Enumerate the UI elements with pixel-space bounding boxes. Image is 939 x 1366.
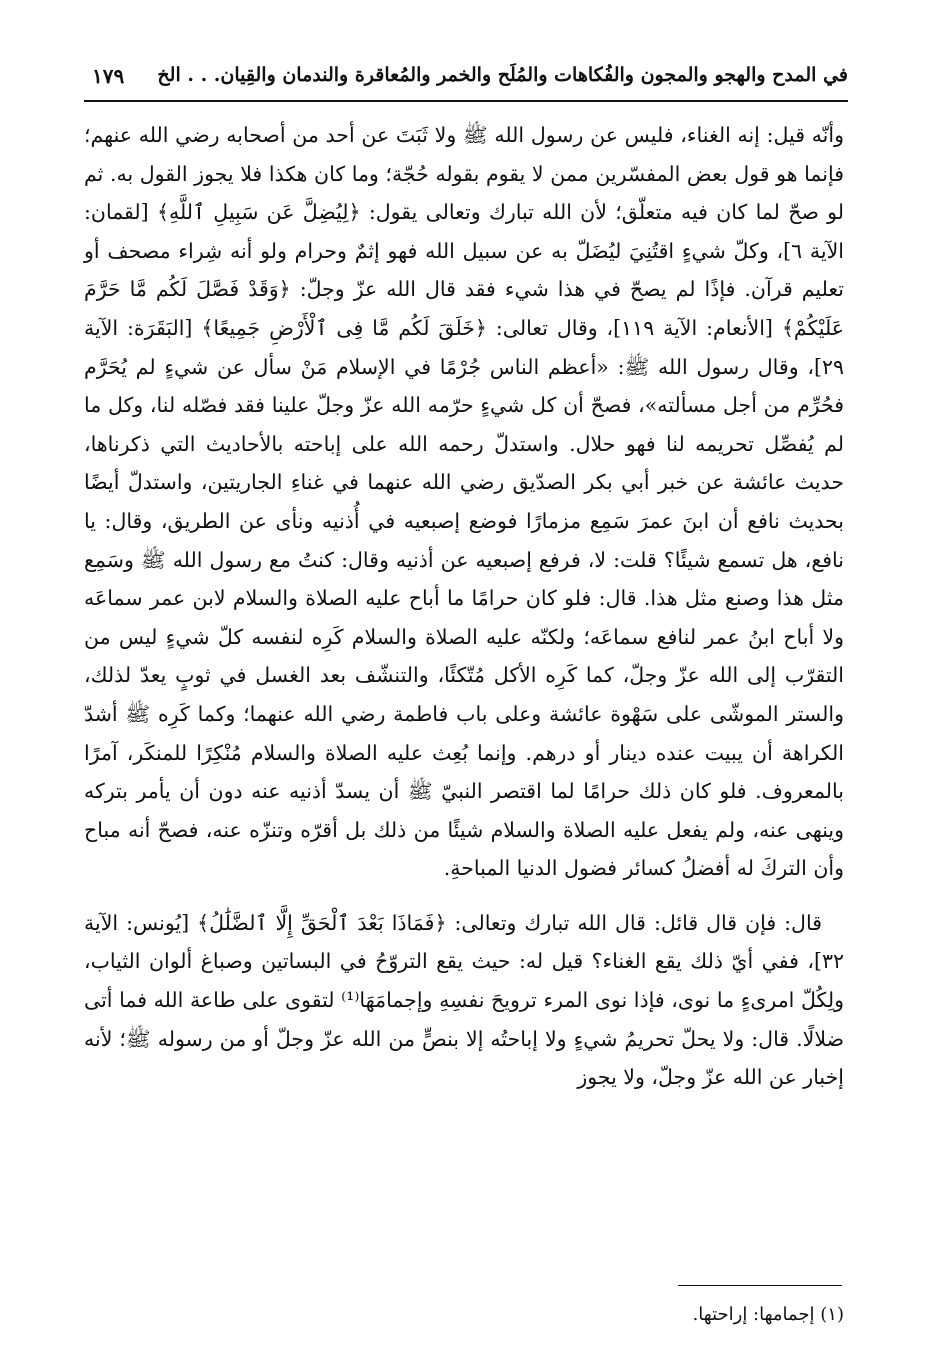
footnote-rule bbox=[678, 1285, 842, 1286]
header-rule bbox=[84, 100, 848, 102]
paragraph-1: وأنّه قيل: إنه الغناء، فليس عن رسول الله ﷺ ولا ثَبَتَ عن أحد من أصحابه رضي الله عنهم؛ فإنما هو قول بعض المفسّرين ممن لا يقوم بقوله حُجّة؛ وما كان هكذا فلا يجوز القول به. ثم لو صحّ لما كان فيه متعلّق؛ لأن الله تبارك وتعالى يقول: ﴿لِيُضِلَّ عَن سَبِيلِ ٱللَّهِ﴾ [لقمان: الآية ٦]، وكلّ شيءٍ اقتُنِيَ ليُضَلّ به عن سبيل الله فهو إثمٌ وحرام ولو أنه شِراء مصحف أو تعليم قرآن. فإذًا لم يصحّ في هذا شيء فقد قال الله عزّ وجلّ: ﴿وَقَدْ فَصَّلَ لَكُم مَّا حَرَّمَ عَلَيْكُمْ﴾ [الأنعام: الآية ١١٩]، وقال تعالى: ﴿خَلَقَ لَكُم مَّا فِى ٱلْأَرْضِ جَمِيعًا﴾ [البَقَرَة: الآية ٢٩]، وقال رسول الله ﷺ: «أعظم الناس جُرْمًا في الإسلام مَنْ سأل عن شيءٍ لم يُحَرَّم فحُرِّم من أجل مسألته»، فصحّ أن كل شيءٍ حرّمه الله عزّ وجلّ علينا فقد فصّله لنا، وكل ما لم يُفصِّل تحريمه لنا فهو حلال. واستدلّ رحمه الله على إباحته بالأحاديث التي ذكرناها، حديث عائشة عن خبر أبي بكر الصدّيق رضي الله عنهما في غناءِ الجاريتين، واستدلّ أيضًا بحديث نافع أن ابنَ عمرَ سَمِع مزمارًا فوضع إصبعيه في أُذنيه ونأى عن الطريق، وقال: يا نافع، هل تسمع شيئًا؟ قلت: لا، فرفع إصبعيه عن أذنيه وقال: كنتُ مع رسول الله ﷺ وسَمِع مثل هذا وصنع مثل هذا. قال: فلو كان حرامًا ما أباح عليه الصلاة والسلام لابن عمر سماعَه ولا أباح ابنُ عمر لنافع سماعَه؛ ولكنّه عليه الصلاة والسلام كَرِه لنفسه كلّ شيءٍ ليس من التقرّب إلى الله عزّ وجلّ، كما كَرِه الأكل مُتّكئًا، والتنشّف بعد الغسل في ثوبٍ يعدّ لذلك، والستر الموشّى على سَهْوة عائشة وعلى باب فاطمة رضي الله عنهما؛ وكما كَرِه ﷺ أشدّ الكراهة أن يبيت عنده دينار أو درهم. وإنما بُعِث عليه الصلاة والسلام مُنْكِرًا للمنكَر، آمرًا بالمعروف. فلو كان ذلك حرامًا لما اقتصر النبيّ ﷺ أن يسدّ أذنيه عنه دون أن يأمر بتركه وينهى عنه، ولم يفعل عليه الصلاة والسلام شيئًا من ذلك بل أقرّه وتنزّه عنه، فصحّ أنه مباح وأن التركَ له أفضلُ كسائر فضول الدنيا المباحةِ. bbox=[84, 123, 845, 881]
page-header bbox=[84, 58, 848, 102]
main-text bbox=[84, 116, 844, 1097]
paragraph-2: قال: فإن قال قائل: قال الله تبارك وتعالى: ﴿فَمَاذَا بَعْدَ ٱلْحَقِّ إِلَّا ٱلضَّلَٰلُ﴾ [يُونس: الآية ٣٢]، ففي أيّ ذلك يقع الغناء؟ قيل له: حيث يقع التروّحُ في البساتين وصباغ ألوان الثياب، ولِكُلّ امرىءٍ ما نوى، فإذا نوى المرء ترويحَ نفسِهِ وإجمامَهَا⁽¹⁾ لتقوى على طاعة الله فما أتى ضلالًا. قال: ولا يحلّ تحريمُ شيءٍ ولا إباحتُه إلا بنصٍّ من الله عزّ وجلّ أو من رسوله ﷺ؛ لأنه إخبار عن الله عزّ وجلّ، ولا يجوز bbox=[84, 910, 844, 1090]
running-title: في المدح والهجو والمجون والفُكاهات والمُلَح والخمر والمُعاقرة والندمان والقِيان. . . الخ bbox=[157, 64, 848, 86]
page-number: ١٧٩ bbox=[92, 64, 125, 88]
footnote: (١) إجمامها: إراحتها. bbox=[692, 1304, 844, 1325]
